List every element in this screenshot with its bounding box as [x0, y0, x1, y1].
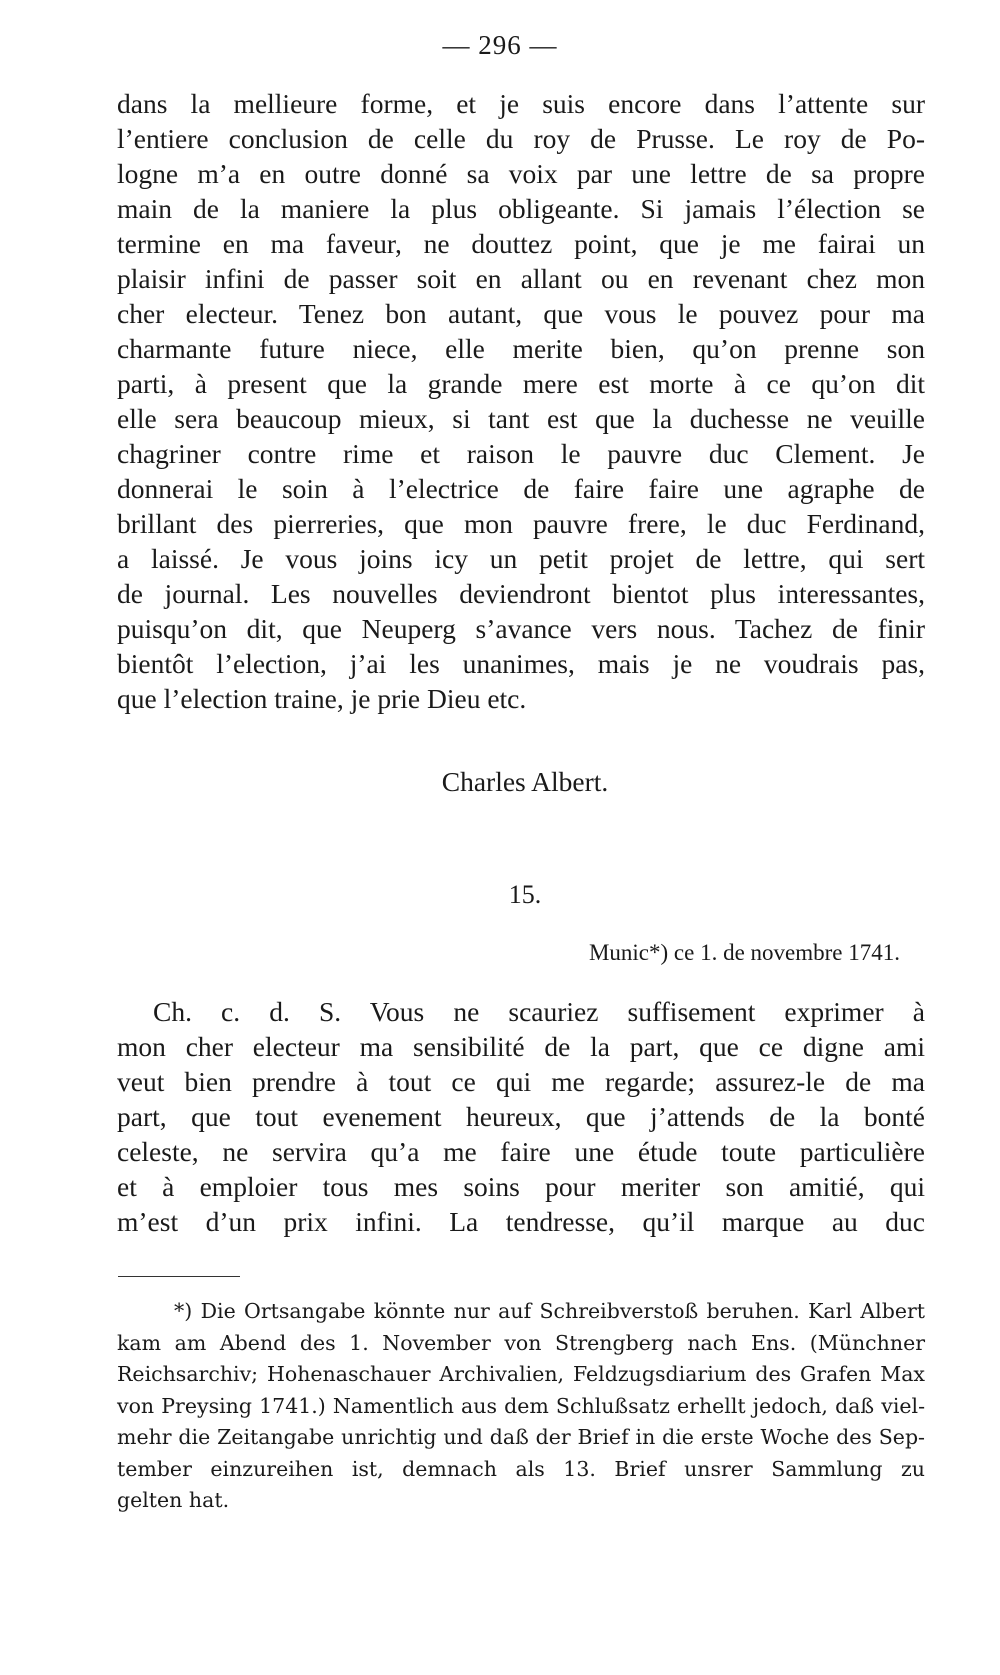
text-line: brillant des pierreries, que mon pauvre frere, le duc Ferdinand,	[117, 508, 925, 539]
text-line: plaisir infini de passer soit en allant ou en revenant chez mon	[117, 263, 925, 294]
text-line: veut bien prendre à tout ce qui me regarde; assurez-le de ma	[117, 1066, 925, 1097]
text-line: a laissé. Je vous joins icy un petit projet de lettre, qui sert	[117, 543, 925, 574]
text-line: de journal. Les nouvelles deviendront bientot plus interessantes,	[117, 578, 925, 609]
dateline: Munic*) ce 1. de novembre 1741.	[588, 940, 900, 965]
footnote-line: tember einzureihen ist, demnach als 13. Brief unsrer Sammlung zu	[117, 1456, 925, 1481]
letter-number: 15.	[508, 880, 542, 909]
text-line: et à emploier tous mes soins pour meriter son amitié, qui	[117, 1171, 925, 1202]
footnote-line: von Preysing 1741.) Namentlich aus dem Schlußsatz erhellt jedoch, daß viel-	[117, 1393, 925, 1418]
text-line: charmante future niece, elle merite bien, qu’on prenne son	[117, 333, 925, 364]
paragraph-letter-14-body	[117, 86, 925, 716]
text-line: dans la mellieure forme, et je suis encore dans l’attente sur	[117, 88, 925, 119]
text-line: celeste, ne servira qu’a me faire une étude toute particulière	[117, 1136, 925, 1167]
text-line: elle sera beaucoup mieux, si tant est que la duchesse ne veuille	[117, 403, 925, 434]
text-line: m’est d’un prix infini. La tendresse, qu’il marque au duc	[117, 1206, 925, 1237]
paragraph-letter-15-body	[117, 994, 925, 1239]
page-number: — 296 —	[442, 30, 558, 60]
footnote-line: kam am Abend des 1. November von Strengberg nach Ens. (Münchner	[117, 1330, 925, 1355]
signature: Charles Albert.	[441, 766, 609, 797]
text-line: l’entiere conclusion de celle du roy de Prusse. Le roy de Po-	[117, 123, 925, 154]
text-line: bientôt l’election, j’ai les unanimes, mais je ne voudrais pas,	[117, 648, 925, 679]
footnote-separator	[118, 1276, 240, 1277]
text-line: que l’election traine, je prie Dieu etc.	[117, 683, 527, 714]
text-line: main de la maniere la plus obligeante. Si jamais l’élection se	[117, 193, 925, 224]
text-line: part, que tout evenement heureux, que j’attends de la bonté	[117, 1101, 925, 1132]
footnote-line: Reichsarchiv; Hohenaschauer Archivalien, Feldzugsdiarium des Grafen Max	[117, 1362, 925, 1386]
footnote	[117, 1296, 925, 1517]
text-line: chagriner contre rime et raison le pauvre duc Clement. Je	[117, 438, 925, 469]
text-line: termine en ma faveur, ne douttez point, que je me fairai un	[117, 228, 925, 259]
text-line: donnerai le soin à l’electrice de faire faire une agraphe de	[117, 473, 925, 504]
footnote-line: *) Die Ortsangabe könnte nur auf Schreibverstoß beruhen. Karl Albert	[174, 1299, 925, 1323]
text-line: parti, à present que la grande mere est morte à ce qu’on dit	[117, 368, 925, 399]
text-line: mon cher electeur ma sensibilité de la part, que ce digne ami	[117, 1031, 925, 1062]
text-line: Ch. c. d. S. Vous ne scauriez suffisement exprimer à	[153, 996, 925, 1027]
footnote-line: gelten hat.	[117, 1488, 230, 1512]
footnote-line: mehr die Zeitangabe unrichtig und daß der Brief in die erste Woche des Sep-	[117, 1425, 925, 1449]
text-line: cher electeur. Tenez bon autant, que vous le pouvez pour ma	[117, 298, 925, 329]
text-line: puisqu’on dit, que Neuperg s’avance vers nous. Tachez de finir	[117, 613, 925, 644]
text-line: logne m’a en outre donné sa voix par une lettre de sa propre	[117, 158, 925, 189]
